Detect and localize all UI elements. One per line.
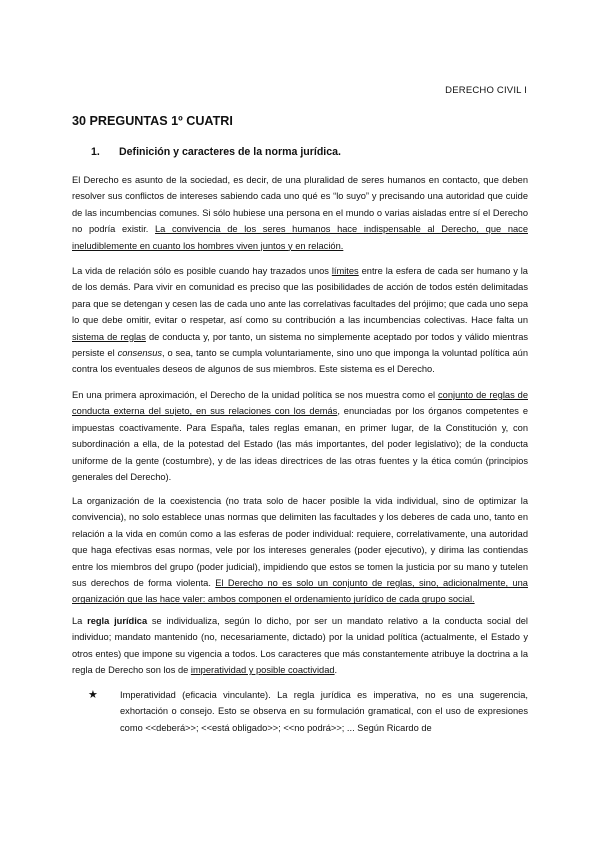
paragraph-5-underlined: imperatividad y posible coactividad <box>190 665 335 676</box>
running-header: DERECHO CIVIL I <box>445 85 527 96</box>
bullet-item-imperatividad <box>88 687 528 736</box>
paragraph-5 <box>72 613 528 679</box>
paragraph-1-underlined: La convivencia de los seres humanos hace indispensable al Derecho, que nace ineludiblemente en cuanto los hombres viven juntos y en relación. <box>72 224 528 251</box>
paragraph-2-text-d: , o sea, tanto se cumpla voluntariamente, sino uno que imponga la voluntad política aún contra los eventuales deseos de algunos de sus miembros. Este sistema es el Derecho. <box>72 348 528 375</box>
paragraph-1-text: El Derecho es asunto de la sociedad, es decir, de una pluralidad de seres humanos en contacto, que deben resolver sus conflictos de intereses sabiendo cada uno qué es “lo suyo” y precisando una autoridad que cuide de las incumbencias comunes. Si sólo hubiese una persona en el mundo o varias aisladas entre sí el Derecho no podría existir. <box>72 175 528 235</box>
paragraph-5-text-b: se individualiza, según lo dicho, por ser un mandato relativo a la conducta social del individuo; mandato mantenido (no, necesariamente, dictado) por la unidad política (actualmente, el Estado y otros entes) que impone su vigencia a todos. Los caracteres que más constantemente atribuye la doctrina a la regla de Derecho son los de <box>72 616 528 676</box>
bullet-text <box>120 687 528 736</box>
section-number: 1. <box>91 146 100 158</box>
paragraph-2-text-b: entre la esfera de cada ser humano y la de los demás. Para vivir en comunidad es preciso que las posibilidades de acción de todos estén delimitadas para que se detengan y cesen las de cada uno ante las correlativas facultades del prójimo; que cada uno sepa lo que debe omitir, evitar o respetar, así como su contribución a las incumbencias colectivas. Hace falta un <box>72 266 528 326</box>
star-bullet-icon: ★ <box>88 688 98 701</box>
paragraph-1 <box>72 172 528 254</box>
paragraph-3-text-b: , enunciadas por los órganos competentes e impuestas coactivamente. Para España, tales reglas emanan, en primer lugar, de la Constitución y, con subordinación a ella, de la potestad del Estado (las más importantes, del poder legislativo); de la conducta uniforme de la gente (costumbre), y de las ideas directrices de las otras fuentes y la ética común (principios generales del Derecho). <box>72 406 528 483</box>
section-title: Definición y caracteres de la norma jurídica. <box>119 146 341 158</box>
document-title: 30 PREGUNTAS 1º CUATRI <box>72 114 233 128</box>
paragraph-4-underlined: El Derecho no es solo un conjunto de reglas, sino, adicionalmente, una organización que las hace valer: ambos componen el ordenamiento jurídico de cada grupo social. <box>72 578 528 605</box>
paragraph-3 <box>72 387 528 485</box>
paragraph-5-text-c: . <box>334 665 338 676</box>
paragraph-3-text-a: En una primera aproximación, el Derecho de la unidad política se nos muestra como el <box>72 390 439 400</box>
paragraph-5-text-a: La <box>72 616 88 626</box>
paragraph-2-underlined-b: sistema de reglas <box>72 331 146 342</box>
paragraph-2-text-c: de conducta y, por tanto, un sistema no simplemente aceptado por todos y válido mientras persiste el <box>72 331 529 359</box>
paragraph-2-underlined-a: límites <box>331 266 359 276</box>
paragraph-4 <box>72 493 528 608</box>
section-heading <box>91 146 341 158</box>
bullet-body: (eficacia vinculante). La regla jurídica es imperativa, no es una sugerencia, exhortación o consejo. Esto se observa en su formulación gramatical, con el uso de expresiones como <<deberá>>; <<está obligado>>; <<no podrá>>; ... Según Ricardo de <box>120 690 528 733</box>
paragraph-2 <box>72 263 528 378</box>
paragraph-3-underlined: conjunto de reglas de conducta externa del sujeto, en sus relaciones con los demás <box>72 390 528 417</box>
paragraph-4-text: La organización de la coexistencia (no trata solo de hacer posible la vida individual, sino de optimizar la convivencia), no solo establece unas normas que delimiten las facultades y los deberes de cada uno, tanto en relación a la vida en común como a las esferas de poder individual: requiere, correlativamente, una autoridad que haga efectivas esas normas, vele por los intereses generales (poder ejecutivo), y dirima las contiendas entre los miembros del grupo (poder judicial), impidiendo que estos se tomen la justicia por su mano y tutelen sus derechos de forma violenta. <box>72 496 528 589</box>
bullet-term: Imperatividad <box>120 690 176 700</box>
paragraph-2-text-a: La vida de relación sólo es posible cuando hay trazados unos <box>72 266 332 276</box>
paragraph-5-bold: regla jurídica <box>87 616 148 626</box>
paragraph-2-italic: consensus <box>117 348 163 359</box>
